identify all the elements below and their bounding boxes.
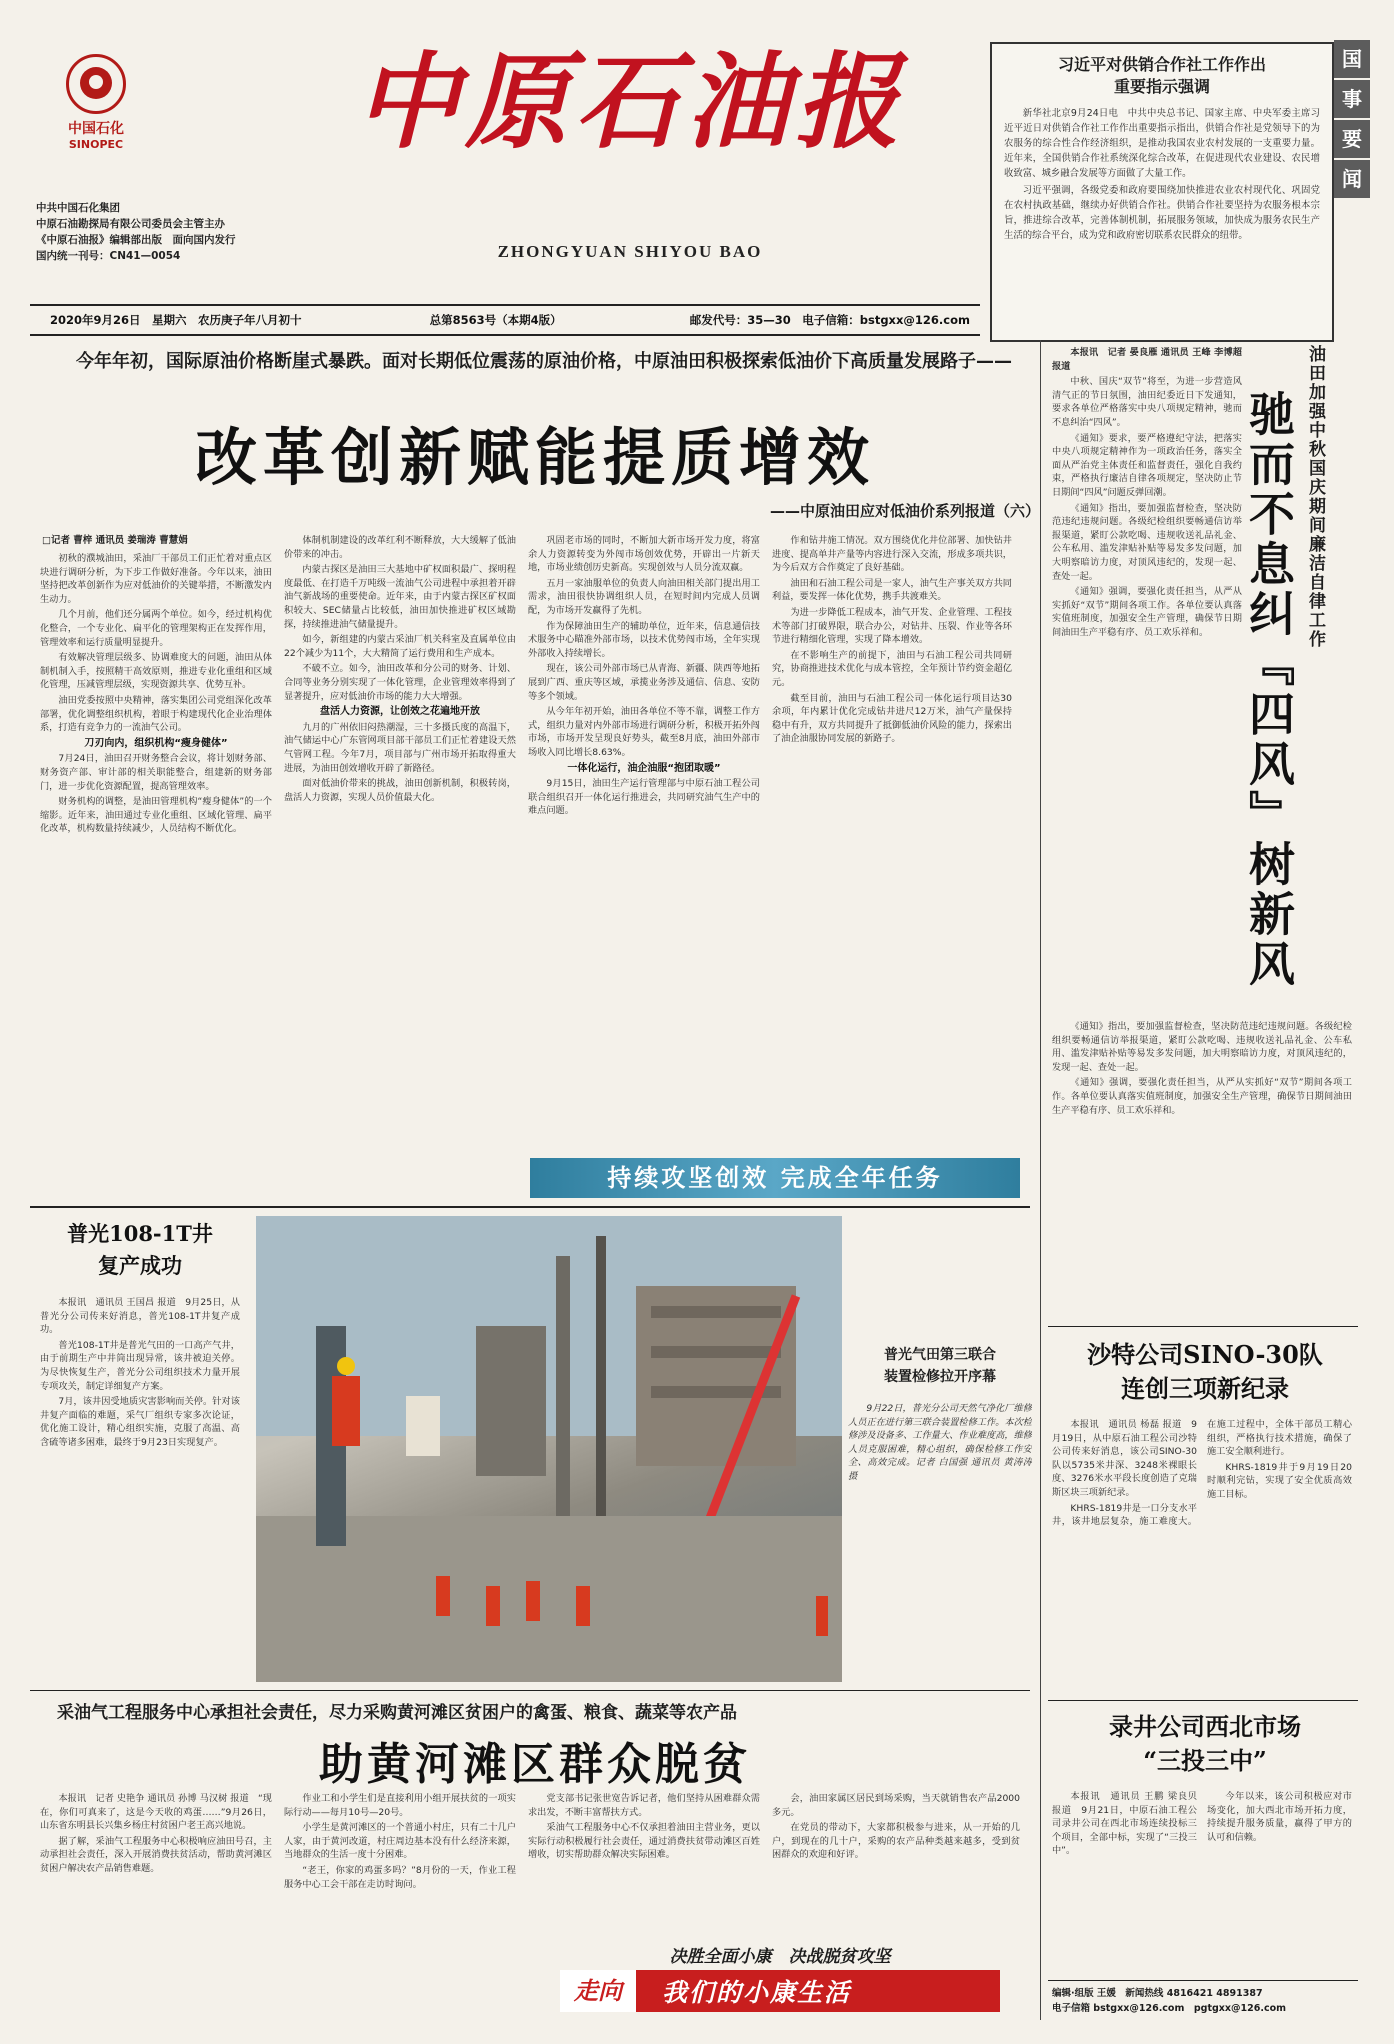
lead-headline: 改革创新赋能提质增效 <box>194 421 875 494</box>
editor-info <box>1052 1986 1358 2016</box>
lujing-headline <box>1050 1710 1360 1778</box>
sino-body <box>1052 1418 1352 1718</box>
byline: 本报讯 记者 晏良雁 通讯员 王峰 李博超 报道 <box>1052 347 1242 372</box>
paragraph: 内蒙古探区是油田三大基地中矿权面积最广、探明程度最低、在打造千万吨级一流油气公司进程中承担着开辟油气新战场的重要使命。近年来，由于内蒙古探区矿权面积较大、SEC储量占比较低，油田加快推进矿权区域勘探，持续推进油气储量提升。 <box>284 564 516 630</box>
issue-number: 总第8563号（本期4版） <box>429 313 562 327</box>
section-rule <box>30 1206 1030 1208</box>
footer-banner-left: 走向 <box>560 1970 636 2012</box>
national-news-title <box>992 54 1332 98</box>
guoshi-char: 事 <box>1334 80 1370 120</box>
paragraph: 《通知》强调，要强化责任担当，从严从实抓好“双节”期间各项工作。各单位要认真落实值班制度，加强安全生产管理，确保节日期间油田生产平稳有序、员工欢乐祥和。 <box>1052 586 1242 638</box>
paragraph: 习近平强调，各级党委和政府要围绕加快推进农业农村现代化、巩固党在农村执政基础，继续办好供销合作社。供销合作社要坚持为农服务根本宗旨，推进综合改革，完善体制机制，拓展服务领域，加快成为服务农民生产生活的综合平台，成为党和政府密切联系农民群众的纽带。 <box>1004 185 1320 241</box>
lead-byline: □记者 曹梓 通讯员 姜瑞涛 曹慧娟 <box>42 535 188 546</box>
paragraph: 采油气工程服务中心不仅承担着油田主营业务，更以实际行动积极履行社会责任，通过消费扶贫带动滩区百姓增收，切实帮助群众解决实际困难。 <box>528 1822 760 1861</box>
paragraph: 中秋、国庆“双节”将至，为进一步营造风清气正的节日氛围，油田纪委近日下发通知，要求各单位严格落实中央八项规定精神，驰而不息纠治“四风”。 <box>1052 376 1242 428</box>
sino-headline <box>1050 1338 1360 1406</box>
footer-banner-right: 我们的小康生活 <box>662 1978 852 2007</box>
logo-cn-text: 中国石化 <box>68 121 124 137</box>
headline-line: 沙特公司SINO-30队 <box>1087 1340 1323 1369</box>
right-story-body-cont <box>1052 1020 1352 1320</box>
headline-line: 连创三项新纪录 <box>1121 1374 1289 1403</box>
national-news-title-line: 重要指示强调 <box>1113 77 1210 96</box>
paragraph: 本报讯 通讯员 王国昌 报道 9月25日，从普光分公司传来好消息，普光108-1T井复产成功。 <box>40 1297 240 1336</box>
headline-line: 录井公司西北市场 <box>1109 1712 1301 1741</box>
paragraph: 油田党委按照中央精神，落实集团公司党组深化改革部署，优化调整组织机构，着眼于构建现代化企业治理体系，打造有竞争力的一流油气公司。 <box>40 694 272 734</box>
section-subhead: 刀刃向内，组织机构“瘦身健体” <box>84 737 228 749</box>
dateline-rule-top <box>30 304 980 306</box>
paragraph: 体制机制建设的改革红利不断释放，大大缓解了低油价带来的冲击。 <box>284 535 516 560</box>
sponsor-line: 中原石油勘探局有限公司委员会主管主办 <box>36 218 225 230</box>
photo-caption-title <box>848 1344 1032 1388</box>
headline-line: 复产成功 <box>98 1253 182 1278</box>
editor-line: 编辑·组版 王媛 新闻热线 4816421 4891387 <box>1052 1988 1263 1999</box>
column-divider <box>1040 340 1041 2020</box>
paragraph: 作业工和小学生们是直接利用小组开展扶贫的一项实际行动——每月10号—20号。 <box>284 1793 516 1818</box>
lead-column-2 <box>284 534 516 1198</box>
paragraph: 巩固老市场的同时，不断加大新市场开发力度，将富余人力资源转变为外闯市场创效优势，开辟出一片新天地，市场业绩创历史新高。实现创效与人员分流双赢。 <box>528 535 760 574</box>
guoshi-label <box>1334 40 1370 200</box>
national-news-box <box>990 42 1334 342</box>
puguang-body <box>40 1296 240 1726</box>
lead-column-3 <box>528 534 760 1148</box>
huanghe-kicker: 采油气工程服务中心承担社会责任，尽力采购黄河滩区贫困户的禽蛋、粮食、蔬菜等农产品 <box>57 1703 737 1723</box>
footer-banner <box>560 1970 1000 2012</box>
paragraph: 《通知》要求，要严格遵纪守法，把落实中央八项规定精神作为一项政治任务，落实全面从严治党主体责任和监督责任，强化自我约束，严格执行廉洁自律各项规定，坚决防止节日期间“四风”问题反弹回潮。 <box>1052 432 1242 498</box>
paragraph: 9月15日，油田生产运行管理部与中原石油工程公司联合组织召开一体化运行推进会，共同研究油气生产中的难点问题。 <box>528 778 760 817</box>
section-subhead: 一体化运行，油企油服“抱团取暖” <box>567 762 721 774</box>
paragraph: 作为保障油田生产的辅助单位，近年来，信息通信技术服务中心瞄准外部市场，以技术优势闯市场，全年实现外部收入持续增长。 <box>528 620 760 659</box>
paragraph: 油田和石油工程公司是一家人，油气生产事关双方共同利益，要发挥一体化优势，携手共渡难关。 <box>772 577 1012 603</box>
sinopec-logo <box>36 54 156 151</box>
paragraph: 《通知》指出，要加强监督检查，坚决防范违纪违规问题。各级纪检组织要畅通信访举报渠道，紧盯公款吃喝、违规收送礼品礼金、公车私用、滥发津贴补贴等易发多发问题，加大明察暗访力度，对顶风违纪的，发现一起、查处一起。 <box>1052 502 1242 582</box>
email-line: 电子信箱 bstgxx@126.com pgtgxx@126.com <box>1052 2003 1287 2014</box>
footer-slogan: 决胜全面小康 决战脱贫攻坚 <box>669 1947 891 1967</box>
paragraph: 九月的广州依旧闷热潮湿，三十多摄氏度的高温下，油气储运中心广东管网项目部干部员工们正忙着建设天然气管网工程。今年7月，项目部与广州市场开拓取得重大进展，为油田创效增收开辟了新路径。 <box>284 721 516 774</box>
paragraph: 为进一步降低工程成本，油气开发、企业管理、工程技术等部门打破界限，联合办公，对钻井、压裂、作业等各环节进行精细化管理，实现了降本增效。 <box>772 606 1012 646</box>
masthead-title: 中原石油报 <box>354 40 905 163</box>
paragraph: 据了解，采油气工程服务中心积极响应油田号召，主动承担社会责任，深入开展消费扶贫活动，帮助黄河滩区贫困户解决农产品销售难题。 <box>40 1835 272 1874</box>
dateline-rule-bottom <box>30 334 980 336</box>
section-rule <box>1048 1326 1358 1327</box>
paragraph: 不破不立。如今，油田改革和分公司的财务、计划、合同等业务分别实现了一体化管理，企业管理效率得到了显著提升，应对低油价市场的能力大大增强。 <box>284 663 516 702</box>
huanghe-column-3 <box>528 1792 760 1932</box>
paragraph: 本报讯 通讯员 王鹏 梁良贝 报道 9月21日，中原石油工程公司录井公司在西北市场连续投标三个项目，全部中标，实现了“三投三中”。 <box>1052 1791 1197 1857</box>
paragraph: KHRS-1819井于9月19日20时顺利完钻，实现了安全优质高效施工目标。 <box>1207 1461 1352 1500</box>
paragraph: 新华社北京9月24日电 中共中央总书记、国家主席、中央军委主席习近平近日对供销合作社工作作出重要指示指出，供销合作社是党领导下的为农服务的综合性合作经济组织，是推动我国农业农村发展的一支重要力量。近年来，全国供销合作社系统深化综合改革，在促进现代农业建设、农民增收致富、城乡融合发展等方面做了大量工作。 <box>1004 108 1320 179</box>
national-news-title-line: 习近平对供销合作社工作作出 <box>1057 55 1266 74</box>
sponsor-line: 《中原石油报》编辑部出版 面向国内发行 <box>36 234 236 246</box>
lead-kicker: 今年年初，国际原油价格断崖式暴跌。面对长期低位震荡的原油价格，中原油田积极探索低油价下高质量发展路子—— <box>76 351 1012 372</box>
photo-caption-text: 9月22日，普光分公司天然气净化厂维修人员正在进行第三联合装置检修工作。本次检修涉及设备多、工作量大、作业难度高，维修人员克服困难，精心组织，确保检修工作安全、高效完成。记者 白国强 通讯员 黄涛涛 摄 <box>848 1403 1032 1482</box>
news-photo <box>256 1216 842 1682</box>
paragraph: 从今年年初开始，油田各单位不等不靠，调整工作方式，组织力量对内外部市场进行调研分析，积极开拓外闯市场，市场开发呈现良好势头，截至8月底，油田外部市场收入同比增长8.63%。 <box>528 706 760 758</box>
paragraph: 截至目前，油田与石油工程公司一体化运行项目达30余项，年内累计优化完成钻井进尺12万米，油气产量保持稳中有升，双方共同提升了抵御低油价风险的能力，探索出了油企油服协同发展的新路子。 <box>772 692 1012 745</box>
paragraph: 面对低油价带来的挑战，油田创新机制，积极转岗，盘活人力资源，实现人员价值最大化。 <box>284 778 516 803</box>
refinery-scene-illustration <box>256 1216 842 1682</box>
paragraph: 如今，新组建的内蒙古采油厂机关科室及直属单位由22个减少为11个，大大精简了运行费用和生产成本。 <box>284 634 516 659</box>
right-story-kicker: 油田加强中秋国庆期间廉洁自律工作 <box>1305 345 1325 649</box>
paragraph: 有效解决管理层级多、协调难度大的问题，油田从体制机制入手，按照精干高效原则，推进专业化重组和区域化管理，压减管理层级，实现资源共享、优势互补。 <box>40 652 272 691</box>
mid-banner-text: 持续攻坚创效 完成全年任务 <box>607 1164 943 1192</box>
lead-column-4 <box>772 534 1012 1148</box>
paragraph: 《通知》强调，要强化责任担当，从严从实抓好“双节”期间各项工作。各单位要认真落实值班制度，加强安全生产管理，确保节日期间油田生产平稳有序、员工欢乐祥和。 <box>1052 1077 1352 1116</box>
issue-date: 2020年9月26日 星期六 农历庚子年八月初十 <box>50 313 302 327</box>
huanghe-headline: 助黄河滩区群众脱贫 <box>319 1739 751 1790</box>
lujing-body <box>1052 1790 1352 1970</box>
paragraph: 本报讯 通讯员 杨磊 报道 9月19日，从中原石油工程公司沙特公司传来好消息，该公司SINO-30队以5735米井深、3248米裸眼长度、3276米水平段长度创造了克瑞斯区块三项新纪录。 <box>1052 1419 1197 1498</box>
huanghe-column-4 <box>772 1792 1020 1932</box>
paragraph: 《通知》指出，要加强监督检查，坚决防范违纪违规问题。各级纪检组织要畅通信访举报渠道，紧盯公款吃喝、违规收送礼品礼金、公车私用、滥发津贴补贴等易发多发问题，加大明察暗访力度，对顶风违纪的，发现一起、查处一起。 <box>1052 1021 1352 1073</box>
masthead-pinyin: ZHONGYUAN SHIYOU BAO <box>497 242 763 261</box>
lead-subhead: ——中原油田应对低油价系列报道（六） <box>769 502 1040 520</box>
huanghe-column-2 <box>284 1792 516 2020</box>
guoshi-char: 国 <box>1334 40 1370 80</box>
paragraph: 今年以来，该公司积极应对市场变化，加大西北市场开拓力度，持续提升服务质量，赢得了甲方的认可和信赖。 <box>1207 1791 1352 1843</box>
paragraph: 党支部书记张世宽告诉记者，他们坚持从困难群众需求出发，不断丰富帮扶方式。 <box>528 1793 760 1818</box>
paragraph: 几个月前，他们还分属两个单位。如今，经过机构优化整合，一个专业化、扁平化的管理架构正在发挥作用，管理效率和运行质量明显提升。 <box>40 609 272 648</box>
lead-column-1 <box>40 552 272 1198</box>
sponsor-line: 国内统一刊号：CN41—0054 <box>36 250 181 262</box>
headline-line: “三投三中” <box>1143 1746 1267 1775</box>
paragraph: 7月，该井因受地质灾害影响而关停。针对该井复产面临的难题，采气厂组织专家多次论证，优化施工设计，精心组织实施，克服了高温、高含硫等诸多困难，最终于9月23日实现复产。 <box>40 1396 240 1448</box>
paragraph: 会，油田家属区居民到场采购，当天就销售农产品2000多元。 <box>772 1793 1020 1818</box>
sponsor-block <box>36 200 336 264</box>
paragraph: 本报讯 记者 史艳争 通讯员 孙博 马汉树 报道 “现在，你们可真来了，这是今天收的鸡蛋……”9月26日，山东省东明县长兴集乡杨庄村贫困户老王高兴地说。 <box>40 1793 272 1832</box>
headline-line: 普光108-1T井 <box>67 1221 213 1246</box>
dateline <box>30 309 980 331</box>
puguang-headline <box>40 1218 240 1282</box>
logo-en-text: SINOPEC <box>68 138 124 151</box>
paragraph: 在党员的带动下，大家都积极参与进来，从一开始的几户，到现在的几十户，采购的农产品种类越来越多，受到贫困群众的欢迎和好评。 <box>772 1822 1020 1861</box>
paragraph: 作和钻井施工情况。双方围绕优化井位部署、加快钻井进度、提高单井产量等内容进行深入交流，形成多项共识，为今后双方合作奠定了良好基础。 <box>772 535 1012 574</box>
paragraph: 初秋的濮城油田，采油厂干部员工们正忙着对重点区块进行调研分析，为下步工作做好准备。今年以来，油田坚持把改革创新作为应对低油价的关键举措，不断激发内生动力。 <box>40 553 272 605</box>
section-rule <box>30 1690 1030 1691</box>
sponsor-line: 中共中国石化集团 <box>36 202 120 214</box>
section-subhead: 盘活人力资源，让创效之花遍地开放 <box>320 706 480 718</box>
paragraph: 财务机构的调整，是油田管理机构“瘦身健体”的一个缩影。近年来，油田通过专业化重组、区域化管理、扁平化改革，机构数量持续减少，人员结构不断优化。 <box>40 796 272 835</box>
paragraph: 现在，该公司外部市场已从青海、新疆、陕西等地拓展到广西、重庆等区域，承揽业务涉及通信、信息、安防等多个领域。 <box>528 663 760 702</box>
footer-rule <box>1048 1980 1358 1981</box>
paragraph: 普光108-1T井是普光气田的一口高产气井，由于前期生产中井筒出现异常，该井被迫关停。为尽快恢复生产，普光分公司组织技术力量开展专项攻关，制定详细复产方案。 <box>40 1339 240 1392</box>
caption-title-line: 装置检修拉开序幕 <box>884 1369 996 1385</box>
right-story-headline: 驰而不息纠『四风』树新风 <box>1242 390 1296 990</box>
sinopec-emblem-icon <box>66 54 126 114</box>
paragraph: 五月一家油服单位的负责人向油田相关部门提出用工需求，油田很快协调组织人员，在短时间内完成人员调配，为市场开发赢得了先机。 <box>528 577 760 616</box>
paragraph: 小学生是黄河滩区的一个普通小村庄，只有二十几户人家，由于黄河改道，村庄周边基本没有什么经济来源，当地群众的生活一度十分困难。 <box>284 1822 516 1861</box>
postal-code: 邮发代号：35—30 电子信箱：bstgxx@126.com <box>689 313 970 327</box>
photo-caption-box <box>848 1344 1032 1684</box>
section-rule <box>1048 1700 1358 1701</box>
national-news-body <box>992 98 1332 336</box>
paragraph: KHRS-1819井是一口分支水平井，该井地层复杂，施工难度大。在施工过程中，全体干部员工精心组织，严格执行技术措施，确保了施工安全顺利进行。 <box>1052 1419 1352 1528</box>
huanghe-column-1 <box>40 1792 272 2020</box>
guoshi-char: 要 <box>1334 120 1370 160</box>
paragraph: 在不影响生产的前提下，油田与石油工程公司共同研究，协商推进技术优化与成本管控，全年预计节约资金超亿元。 <box>772 649 1012 688</box>
paragraph: “老王，你家的鸡蛋多吗？”8月份的一天，作业工程服务中心工会干部在走访时询问。 <box>284 1864 516 1890</box>
caption-title-line: 普光气田第三联合 <box>884 1347 996 1363</box>
guoshi-char: 闻 <box>1334 160 1370 200</box>
mid-banner <box>530 1158 1020 1198</box>
paragraph: 7月24日，油田召开财务整合会议，将计划财务部、财务资产部、审计部的相关职能整合，组建新的财务部门，进一步优化资源配置，提高管理效率。 <box>40 753 272 792</box>
